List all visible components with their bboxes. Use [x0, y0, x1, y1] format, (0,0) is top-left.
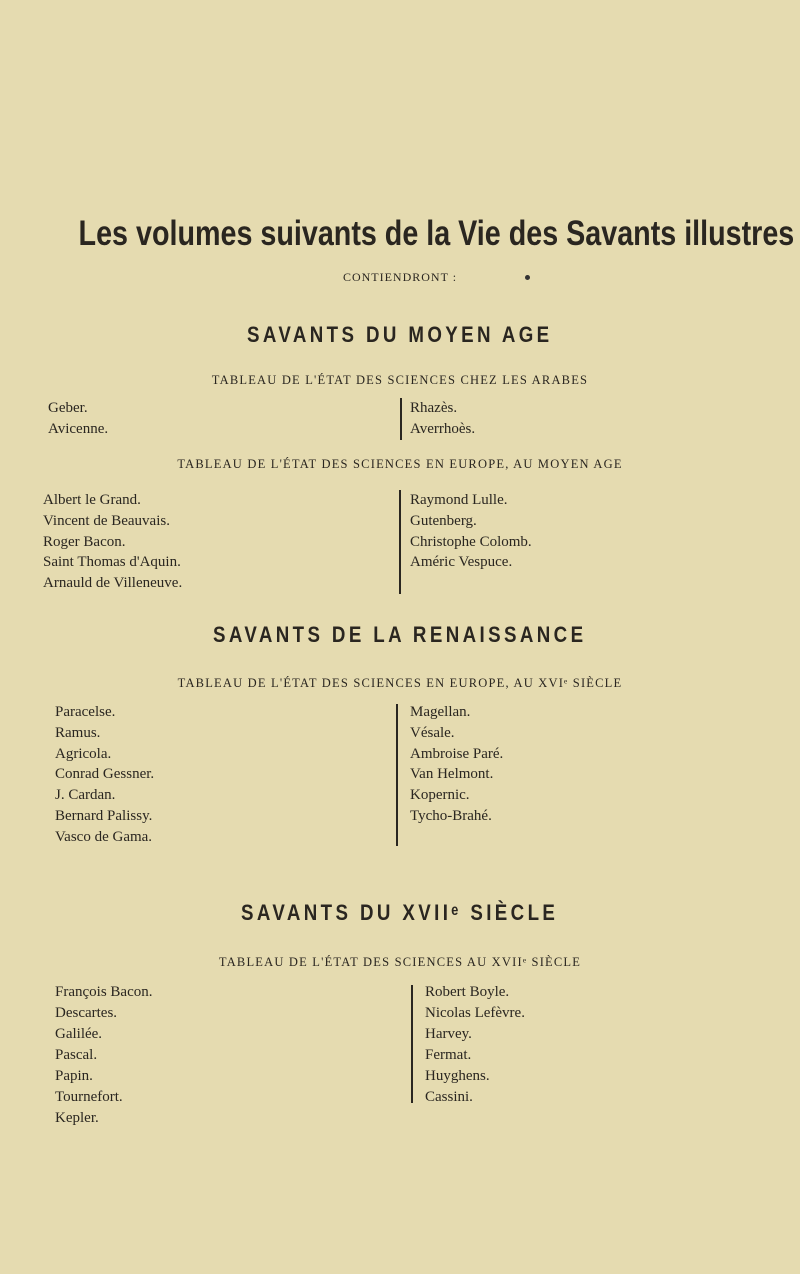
list-item: Agricola.: [55, 745, 112, 762]
column-divider: [400, 398, 402, 440]
list-item: Vésale.: [410, 724, 455, 741]
list-item: Van Helmont.: [410, 766, 494, 783]
list-item: Christophe Colomb.: [410, 533, 532, 550]
list-item: Geber.: [48, 400, 88, 416]
list-item: Rhazès.: [410, 400, 458, 416]
name-list-right: [410, 490, 532, 573]
table-caption: TABLEAU DE L'ÉTAT DES SCIENCES CHEZ LES ARABES: [211, 373, 589, 387]
page-title-text: Les volumes suivants de la Vie des Savants illustres: [78, 214, 795, 253]
list-item: Vincent de Beauvais.: [43, 512, 170, 529]
list-item: Descartes.: [55, 1005, 118, 1021]
list-item: Saint Thomas d'Aquin.: [43, 554, 181, 571]
list-item: Ramus.: [55, 724, 101, 741]
list-item: Ambroise Paré.: [410, 745, 504, 762]
list-item: Averrhoès.: [410, 420, 476, 437]
list-item: Magellan.: [410, 704, 471, 720]
name-list-right: [410, 702, 503, 827]
list-item: Arnauld de Villeneuve.: [43, 575, 183, 592]
name-list-left: [55, 702, 154, 848]
heading-text: SAVANTS DE LA RENAISSANCE: [213, 622, 587, 647]
ink-speck: [525, 275, 530, 280]
list-item: Albert le Grand.: [43, 492, 141, 508]
list-item: Cassini.: [425, 1089, 473, 1105]
column-divider: [396, 704, 398, 846]
list-item: Raymond Lulle.: [410, 492, 508, 508]
subtitle: CONTIENDRONT :: [342, 270, 458, 284]
list-item: Kepler.: [55, 1110, 99, 1126]
name-list-left: [48, 398, 108, 440]
list-item: Kopernic.: [410, 787, 470, 804]
list-item: Huyghens.: [425, 1068, 490, 1084]
list-item: Tycho-Brahé.: [410, 807, 492, 824]
list-item: Pascal.: [55, 1047, 98, 1063]
heading-text: SAVANTS DU MOYEN AGE: [247, 322, 553, 347]
list-item: Avicenne.: [48, 420, 109, 437]
list-item: Conrad Gessner.: [55, 766, 155, 783]
table-caption: TABLEAU DE L'ÉTAT DES SCIENCES EN EUROPE, AU XVIᵉ SIÈCLE: [177, 676, 623, 690]
list-item: Bernard Palissy.: [55, 807, 153, 824]
name-list-right: [425, 982, 525, 1108]
section-heading-xviie-siecle: [0, 900, 800, 926]
list-item: Améric Vespuce.: [410, 554, 513, 571]
list-item: Fermat.: [425, 1047, 472, 1063]
section-heading-moyen-age: [0, 322, 800, 348]
list-item: Papin.: [55, 1068, 93, 1084]
list-item: Roger Bacon.: [43, 533, 126, 550]
list-item: Nicolas Lefèvre.: [425, 1005, 525, 1021]
list-item: Tournefort.: [55, 1089, 123, 1105]
list-item: Harvey.: [425, 1026, 472, 1042]
list-item: Vasco de Gama.: [55, 828, 153, 845]
list-item: Gutenberg.: [410, 512, 477, 529]
heading-text: SAVANTS DU XVIIᵉ SIÈCLE: [241, 900, 559, 925]
list-item: J. Cardan.: [55, 787, 116, 804]
column-divider: [399, 490, 401, 594]
column-divider: [411, 985, 413, 1103]
name-list-right: [410, 398, 475, 440]
list-item: Robert Boyle.: [425, 984, 510, 1000]
name-list-left: [43, 490, 182, 594]
table-caption: TABLEAU DE L'ÉTAT DES SCIENCES AU XVIIᵉ SIÈCLE: [218, 955, 582, 969]
page-title: [0, 214, 800, 254]
list-item: Galilée.: [55, 1026, 103, 1042]
name-list-left: [55, 982, 152, 1129]
table-caption: TABLEAU DE L'ÉTAT DES SCIENCES EN EUROPE, AU MOYEN AGE: [177, 457, 623, 471]
list-item: François Bacon.: [55, 984, 153, 1000]
list-item: Paracelse.: [55, 704, 116, 720]
section-heading-renaissance: [0, 622, 800, 648]
